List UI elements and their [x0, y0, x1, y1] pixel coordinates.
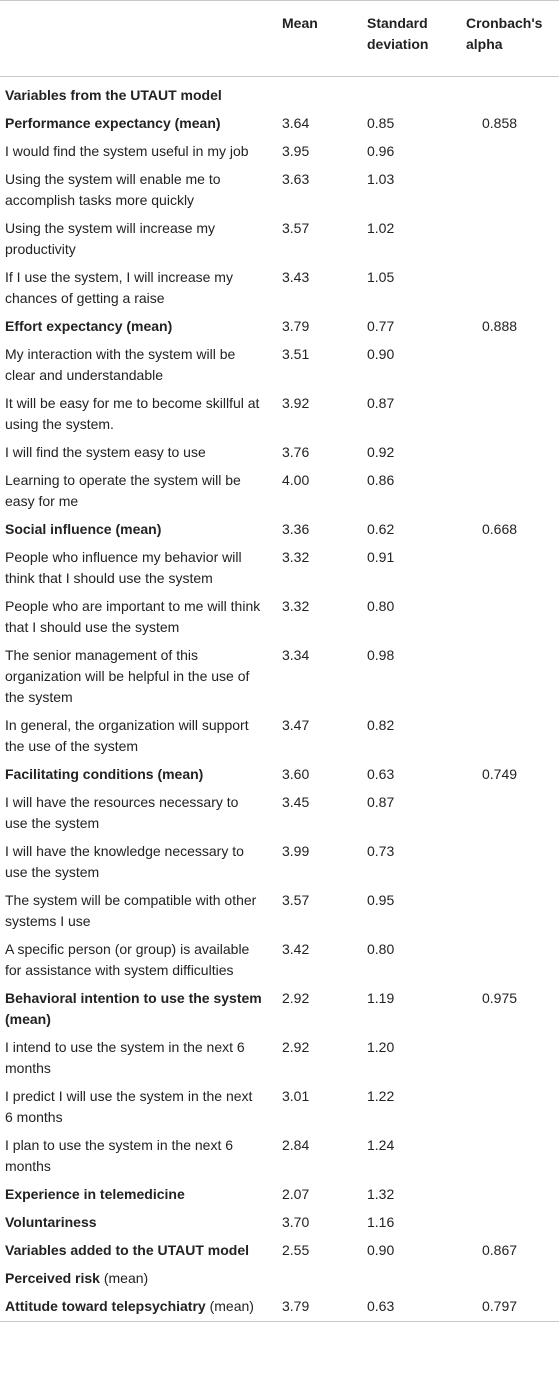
row-label [0, 1292, 277, 1322]
cell-cronbachs-alpha: 0.858 [482, 115, 518, 131]
cell-mean: 2.55 [282, 1242, 310, 1258]
row-label-text: Social influence (mean) [5, 521, 162, 537]
cell-standard-deviation: 0.80 [367, 598, 395, 614]
cell-cronbachs-alpha: 0.797 [454, 1292, 559, 1322]
table-row [0, 389, 559, 438]
cell-standard-deviation: 1.24 [367, 1137, 395, 1153]
cell-standard-deviation: 1.05 [367, 269, 395, 285]
table-row [0, 137, 559, 165]
cell-standard-deviation: 0.80 [367, 941, 395, 957]
row-label [0, 935, 277, 984]
table-row [0, 711, 559, 760]
cell-standard-deviation: 0.82 [367, 717, 395, 733]
row-label-text: The system will be compatible with other systems I use [5, 892, 257, 929]
cell-mean: 3.42 [282, 941, 310, 957]
row-label-text: Perceived risk [5, 1270, 100, 1286]
cell-cronbachs-alpha [454, 711, 559, 760]
cell-cronbachs-alpha [454, 886, 559, 935]
row-label-text: I will find the system easy to use [5, 444, 206, 460]
cell-standard-deviation: 0.87 [367, 395, 395, 411]
table-row [0, 760, 559, 788]
table-row [0, 592, 559, 641]
table-row [0, 214, 559, 263]
cell-mean: 2.07 [282, 1186, 310, 1202]
cell-cronbachs-alpha [454, 543, 559, 592]
row-label [0, 1131, 277, 1180]
cell-mean: 3.34 [282, 647, 310, 663]
cell-standard-deviation: 1.19 [367, 990, 395, 1006]
cell-cronbachs-alpha [454, 438, 559, 466]
cell-standard-deviation: 0.90 [367, 346, 395, 362]
cell-cronbachs-alpha [454, 340, 559, 389]
cell-cronbachs-alpha: 0.668 [482, 521, 518, 537]
table-row [0, 515, 559, 543]
cell-mean: 3.70 [282, 1214, 310, 1230]
row-label [0, 886, 277, 935]
cell-standard-deviation: 0.90 [367, 1242, 395, 1258]
table-row [0, 1033, 559, 1082]
row-label-text: The senior management of this organization will be helpful in the use of the system [5, 647, 250, 705]
cell-cronbachs-alpha [454, 263, 559, 312]
cell-mean: 3.60 [282, 766, 310, 782]
cell-standard-deviation: 0.86 [367, 472, 395, 488]
row-label [0, 389, 277, 438]
row-label [0, 760, 277, 788]
row-label [0, 641, 277, 711]
row-label-text: I intend to use the system in the next 6 months [5, 1039, 245, 1076]
cell-standard-deviation: 1.32 [367, 1186, 395, 1202]
row-label [0, 340, 277, 389]
row-label-text: A specific person (or group) is available for assistance with system difficulties [5, 941, 250, 978]
cell-cronbachs-alpha: 0.867 [482, 1242, 518, 1258]
row-label-suffix: (mean) [99, 1270, 149, 1286]
row-label-text: People who influence my behavior will think that I should use the system [5, 549, 242, 586]
row-label [0, 214, 277, 263]
row-label [0, 711, 277, 760]
row-label [0, 438, 277, 466]
cell-mean: 3.95 [282, 143, 310, 159]
cell-cronbachs-alpha [454, 1264, 559, 1292]
row-label-text: I will have the resources necessary to use the system [5, 794, 239, 831]
table-row [0, 1180, 559, 1208]
row-label-text: Using the system will increase my productivity [5, 220, 216, 257]
cell-mean: 3.79 [282, 318, 310, 334]
cell-standard-deviation: 1.16 [367, 1214, 395, 1230]
row-label-text: Attitude toward telepsychiatry [5, 1298, 206, 1314]
cell-cronbachs-alpha: 0.975 [482, 990, 518, 1006]
cell-cronbachs-alpha [454, 77, 559, 110]
cell-mean: 3.76 [282, 444, 310, 460]
row-label [0, 837, 277, 886]
cell-mean: 3.43 [282, 269, 310, 285]
cell-mean: 2.84 [282, 1137, 310, 1153]
cell-cronbachs-alpha [454, 837, 559, 886]
cell-standard-deviation: 0.73 [367, 843, 395, 859]
cell-cronbachs-alpha [454, 641, 559, 711]
cell-standard-deviation: 1.20 [367, 1039, 395, 1055]
row-label [0, 592, 277, 641]
cell-standard-deviation: 0.95 [367, 892, 395, 908]
cell-standard-deviation: 1.22 [367, 1088, 395, 1104]
table-row [0, 438, 559, 466]
cell-standard-deviation: 0.85 [367, 115, 395, 131]
table-row [0, 1264, 559, 1292]
cell-standard-deviation [347, 1264, 454, 1292]
table-row [0, 1292, 559, 1322]
row-label-text: I predict I will use the system in the next 6 months [5, 1088, 253, 1125]
row-label-text: Voluntariness [5, 1214, 97, 1230]
cell-mean [277, 1264, 347, 1292]
cell-standard-deviation: 0.98 [367, 647, 395, 663]
cell-mean: 3.99 [282, 843, 310, 859]
cell-standard-deviation: 0.92 [367, 444, 395, 460]
row-label [0, 1208, 277, 1236]
cell-cronbachs-alpha: 0.888 [482, 318, 518, 334]
cell-mean: 3.92 [282, 395, 310, 411]
cell-mean: 3.63 [282, 171, 310, 187]
cell-mean: 3.47 [282, 717, 310, 733]
row-label-text: I will have the knowledge necessary to use the system [5, 843, 244, 880]
table-row [0, 1208, 559, 1236]
row-label [0, 1082, 277, 1131]
cell-standard-deviation: 1.03 [367, 171, 395, 187]
cell-mean: 4.00 [282, 472, 310, 488]
cell-standard-deviation: 0.91 [367, 549, 395, 565]
table-body [0, 77, 559, 1322]
header-cronbachs-alpha: Cronbach's alpha [454, 1, 559, 77]
row-label [0, 109, 277, 137]
cell-cronbachs-alpha [454, 389, 559, 438]
header-label [0, 1, 277, 77]
cell-cronbachs-alpha [454, 466, 559, 515]
cell-cronbachs-alpha [454, 165, 559, 214]
row-label-text: Learning to operate the system will be easy for me [5, 472, 241, 509]
cell-cronbachs-alpha: 0.749 [482, 766, 518, 782]
row-label-text: It will be easy for me to become skillful at using the system. [5, 395, 260, 432]
table-row [0, 263, 559, 312]
row-label [0, 515, 277, 543]
table-row [0, 1082, 559, 1131]
cell-mean [277, 77, 347, 110]
row-label-text: Variables added to the UTAUT model [5, 1242, 250, 1258]
row-label [0, 984, 277, 1033]
row-label [0, 1264, 277, 1292]
cell-standard-deviation: 0.96 [367, 143, 395, 159]
table-header [0, 1, 559, 77]
cell-standard-deviation: 0.62 [367, 521, 395, 537]
row-label [0, 263, 277, 312]
cell-mean: 3.32 [282, 549, 310, 565]
cell-standard-deviation: 0.77 [367, 318, 395, 334]
row-label-suffix: (mean) [205, 1298, 254, 1314]
table-row [0, 837, 559, 886]
cell-cronbachs-alpha [454, 137, 559, 165]
cell-mean: 3.79 [277, 1292, 347, 1322]
cell-standard-deviation: 0.87 [367, 794, 395, 810]
table-row [0, 109, 559, 137]
row-label-text: Using the system will enable me to accomplish tasks more quickly [5, 171, 221, 208]
cell-mean: 3.01 [282, 1088, 310, 1104]
row-label-text: Performance expectancy (mean) [5, 115, 221, 131]
cell-mean: 2.92 [282, 990, 310, 1006]
table-row [0, 77, 559, 110]
cell-cronbachs-alpha [454, 214, 559, 263]
cell-standard-deviation: 0.63 [367, 766, 395, 782]
row-label [0, 1180, 277, 1208]
cell-mean: 3.32 [282, 598, 310, 614]
table-row [0, 1131, 559, 1180]
table-row [0, 641, 559, 711]
row-label-text: Facilitating conditions (mean) [5, 766, 204, 782]
table-row [0, 543, 559, 592]
table-row [0, 466, 559, 515]
row-label [0, 1033, 277, 1082]
cell-cronbachs-alpha [454, 1082, 559, 1131]
row-label-text: In general, the organization will support the use of the system [5, 717, 249, 754]
cell-standard-deviation: 0.63 [347, 1292, 454, 1322]
row-label-text: I plan to use the system in the next 6 months [5, 1137, 234, 1174]
row-label-text: Variables from the UTAUT model [5, 87, 222, 103]
cell-standard-deviation: 1.02 [367, 220, 395, 236]
table-row [0, 788, 559, 837]
row-label [0, 1236, 277, 1264]
cell-cronbachs-alpha [454, 935, 559, 984]
table-row [0, 886, 559, 935]
row-label-text: My interaction with the system will be clear and understandable [5, 346, 236, 383]
row-label-text: Behavioral intention to use the system (mean) [5, 990, 262, 1027]
cell-cronbachs-alpha [454, 1033, 559, 1082]
cell-mean: 3.51 [282, 346, 310, 362]
row-label [0, 77, 277, 110]
row-label [0, 137, 277, 165]
cell-cronbachs-alpha [454, 592, 559, 641]
row-label [0, 312, 277, 340]
header-row [0, 1, 559, 77]
cell-mean: 3.36 [282, 521, 310, 537]
row-label-text: Experience in telemedicine [5, 1186, 185, 1202]
cell-mean: 2.92 [282, 1039, 310, 1055]
row-label [0, 466, 277, 515]
cell-mean: 3.64 [282, 115, 310, 131]
table-row [0, 340, 559, 389]
header-standard-deviation: Standard deviation [347, 1, 454, 77]
cell-cronbachs-alpha [454, 1131, 559, 1180]
header-mean: Mean [277, 1, 347, 77]
table-row [0, 165, 559, 214]
cell-mean: 3.57 [282, 220, 310, 236]
row-label-text: People who are important to me will think that I should use the system [5, 598, 261, 635]
row-label-text: I would find the system useful in my job [5, 143, 249, 159]
cell-mean: 3.45 [282, 794, 310, 810]
row-label [0, 788, 277, 837]
row-label-text: Effort expectancy (mean) [5, 318, 173, 334]
table-row [0, 312, 559, 340]
table-row [0, 935, 559, 984]
cell-cronbachs-alpha [454, 1208, 559, 1236]
cell-standard-deviation [347, 77, 454, 110]
cell-mean: 3.57 [282, 892, 310, 908]
table-row [0, 1236, 559, 1264]
table-row [0, 984, 559, 1033]
cell-cronbachs-alpha [454, 1180, 559, 1208]
row-label [0, 543, 277, 592]
row-label [0, 165, 277, 214]
cell-cronbachs-alpha [454, 788, 559, 837]
row-label-text: If I use the system, I will increase my chances of getting a raise [5, 269, 233, 306]
